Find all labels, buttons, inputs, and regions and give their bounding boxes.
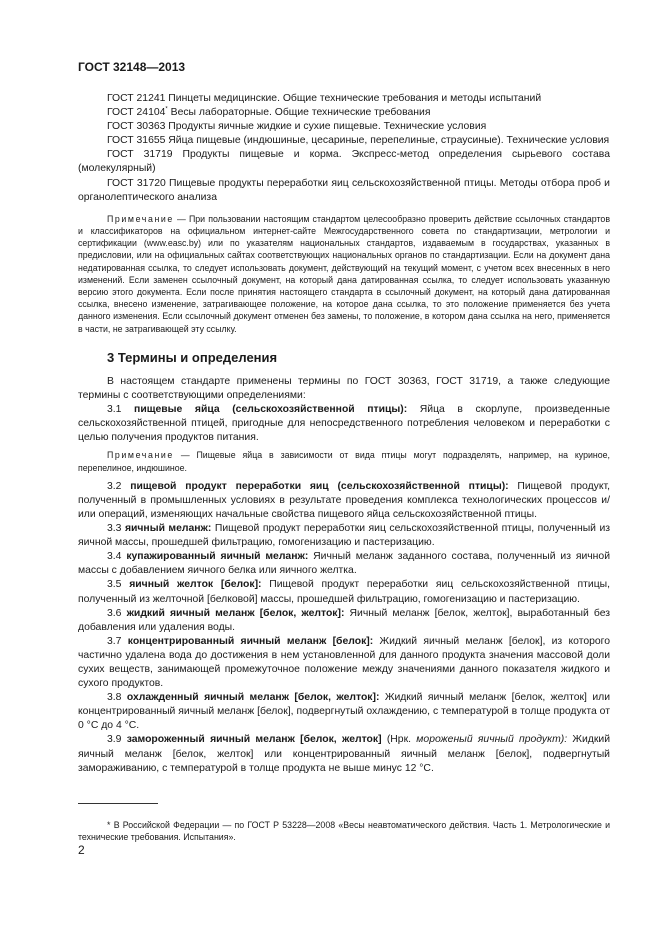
term-deprecated-prefix: (Нрк. bbox=[386, 734, 412, 746]
note-paragraph bbox=[78, 449, 610, 473]
reference-item: ГОСТ 21241 Пинцеты медицинские. Общие технические требования и методы испытаний bbox=[107, 93, 542, 104]
term-text: Пищевой продукт переработки яиц сельскохозяйственной птицы, полученный из яичной массы, прошедшей фильтрацию, гомогенизацию и пастеризацию. bbox=[78, 523, 611, 549]
term-name: яичный меланж: bbox=[124, 523, 212, 535]
term-definition bbox=[78, 480, 610, 522]
term-name: пищевой продукт переработки яиц (сельскохозяйственной птицы): bbox=[130, 480, 509, 492]
term-definition bbox=[78, 522, 610, 550]
term-number: 3.1 bbox=[107, 404, 122, 416]
term-text: Пищевой продукт, полученный в промышленных условиях в результате проведения комплекса технологических процессов и/или операций, изменяющих начальные свойства пищевого яйца сельскохозяйственной птицы. bbox=[78, 480, 611, 520]
term-text: Яичный меланж заданного состава, полученный из яичной массы с добавлением яичного белка или яичного желтка. bbox=[78, 551, 610, 577]
term-definition bbox=[78, 550, 610, 578]
document-header: ГОСТ 32148—2013 bbox=[78, 60, 186, 74]
reference-title: Весы лабораторные. Общие технические требования bbox=[170, 107, 431, 119]
footnote-text: В Российской Федерации — по ГОСТ Р 53228—2008 «Весы неавтоматического действия. Часть 1. Метрологические и технические требования. Испытания». bbox=[78, 819, 610, 842]
term-name: яичный желток [белок]: bbox=[129, 579, 262, 591]
term-name: охлажденный яичный меланж [белок, желток]: bbox=[126, 692, 380, 704]
term-number: 3.5 bbox=[107, 579, 122, 591]
note-text: — При пользовании настоящим стандартом целесообразно проверить действие ссылочных стандартов и классификаторов на официальном интернет-сайте Межгосударственного совета по стандартизации, метрологии и сертификации (www.easc.by) или по указателям национальных стандартов, издаваемым в государствах, указанных в предисловии, или на официальных сайтах соответствующих национальных органов по стандартизации. Если на документ дана недатированная ссылка, то следует использовать документ, действующий на текущий момент, с учетом всех внесенных в него изменений. Если заменен ссылочный документ, на который дана датированная ссылка, то следует использовать указанную версию этого документа. Если после принятия настоящего стандарта в ссылочный документ, на который дана датированная ссылка, внесено изменение, затрагивающее положение, на которое дана ссылка, то это положение применяется без учета данного изменения. Если ссылочный документ отменен без замены, то положение, в котором дана ссылка на него, применяется в части, не затрагивающей эту ссылку. bbox=[78, 213, 610, 334]
term-definition bbox=[78, 691, 610, 733]
reference-item: ГОСТ 31655 Яйца пищевые (индюшиные, цесариные, перепелиные, страусиные). Технические условия bbox=[107, 135, 610, 147]
term-definition bbox=[78, 403, 610, 445]
term-name: купажированный яичный меланж: bbox=[126, 551, 309, 563]
reference-code: ГОСТ 24104 bbox=[107, 107, 166, 119]
note-text: — Пищевые яйца в зависимости от вида птицы могут подразделять, например, на куриное, перепелиное, индюшиное. bbox=[78, 450, 610, 473]
term-number: 3.7 bbox=[107, 635, 122, 647]
term-text: Жидкий яичный меланж [белок, желток] или концентрированный яичный меланж [белок], подвергнутый замораживанию, с температурой в толще продукта не выше минус 12 °С. bbox=[78, 734, 611, 774]
term-text: Жидкий яичный меланж [белок], из которого частично удалена вода до достижения в нем установленной для данного продукта значения массовой доли сухих веществ, занимающей промежуточное положение между значениями данного показателя жидкого и сухого продуктов. bbox=[78, 635, 611, 690]
term-text: Яйца в скорлупе, произведенные сельскохозяйственной птицей, пригодные для непосредственного потребления человеком и переработки с целью получения продуктов питания. bbox=[78, 404, 610, 444]
term-name: замороженный яичный меланж [белок, желток] bbox=[126, 734, 382, 746]
term-number: 3.2 bbox=[107, 480, 122, 492]
term-name: пищевые яйца (сельскохозяйственной птицы): bbox=[134, 404, 408, 416]
term-text: Пищевой продукт переработки яиц сельскохозяйственной птицы, полученный из желточной [белковой] массы, прошедшей фильтрацию, гомогенизацию и пастеризацию. bbox=[78, 579, 611, 605]
term-deprecated: мороженый яичный продукт): bbox=[416, 734, 568, 746]
term-name: жидкий яичный меланж [белок, желток]: bbox=[126, 607, 345, 619]
term-definition bbox=[78, 607, 610, 635]
term-definition bbox=[78, 733, 610, 775]
term-number: 3.8 bbox=[107, 692, 122, 704]
note-label: Примечание bbox=[107, 213, 174, 224]
term-definition bbox=[78, 635, 610, 691]
term-number: 3.3 bbox=[107, 523, 122, 535]
reference-item: ГОСТ 31719 Продукты пищевые и корма. Экспресс-метод определения сырьевого состава (молекулярный) bbox=[78, 149, 610, 175]
page-content bbox=[78, 92, 610, 776]
reference-item: ГОСТ 31720 Пищевые продукты переработки яиц сельскохозяйственной птицы. Методы отбора проб и органолептического анализа bbox=[78, 177, 610, 203]
footnote-mark: * bbox=[107, 819, 111, 830]
term-text: Жидкий яичный меланж [белок, желток] или концентрированный яичный меланж [белок], подвергнутый охлаждению, с температурой в толще продукта от 0 °С до 4 °С. bbox=[78, 692, 611, 732]
reference-item bbox=[78, 106, 610, 120]
term-name: концентрированный яичный меланж [белок]: bbox=[127, 635, 374, 647]
section-intro: В настоящем стандарте применены термины по ГОСТ 30363, ГОСТ 31719, а также следующие термины с соответствующими определениями: bbox=[78, 375, 610, 401]
term-number: 3.4 bbox=[107, 551, 122, 563]
note-label: Примечание bbox=[107, 450, 174, 461]
section-heading: 3 Термины и определения bbox=[107, 349, 278, 365]
footnote-divider bbox=[78, 803, 158, 804]
term-definition bbox=[78, 578, 610, 606]
footnote bbox=[78, 819, 610, 843]
term-number: 3.9 bbox=[107, 734, 122, 746]
term-text: Яичный меланж [белок, желток], выработанный без добавления или удаления воды. bbox=[78, 607, 611, 633]
term-number: 3.6 bbox=[107, 607, 122, 619]
footnote-mark: * bbox=[165, 106, 168, 113]
note-paragraph bbox=[78, 213, 610, 335]
page-number: 2 bbox=[78, 843, 85, 857]
reference-item: ГОСТ 30363 Продукты яичные жидкие и сухие пищевые. Технические условия bbox=[107, 121, 487, 133]
